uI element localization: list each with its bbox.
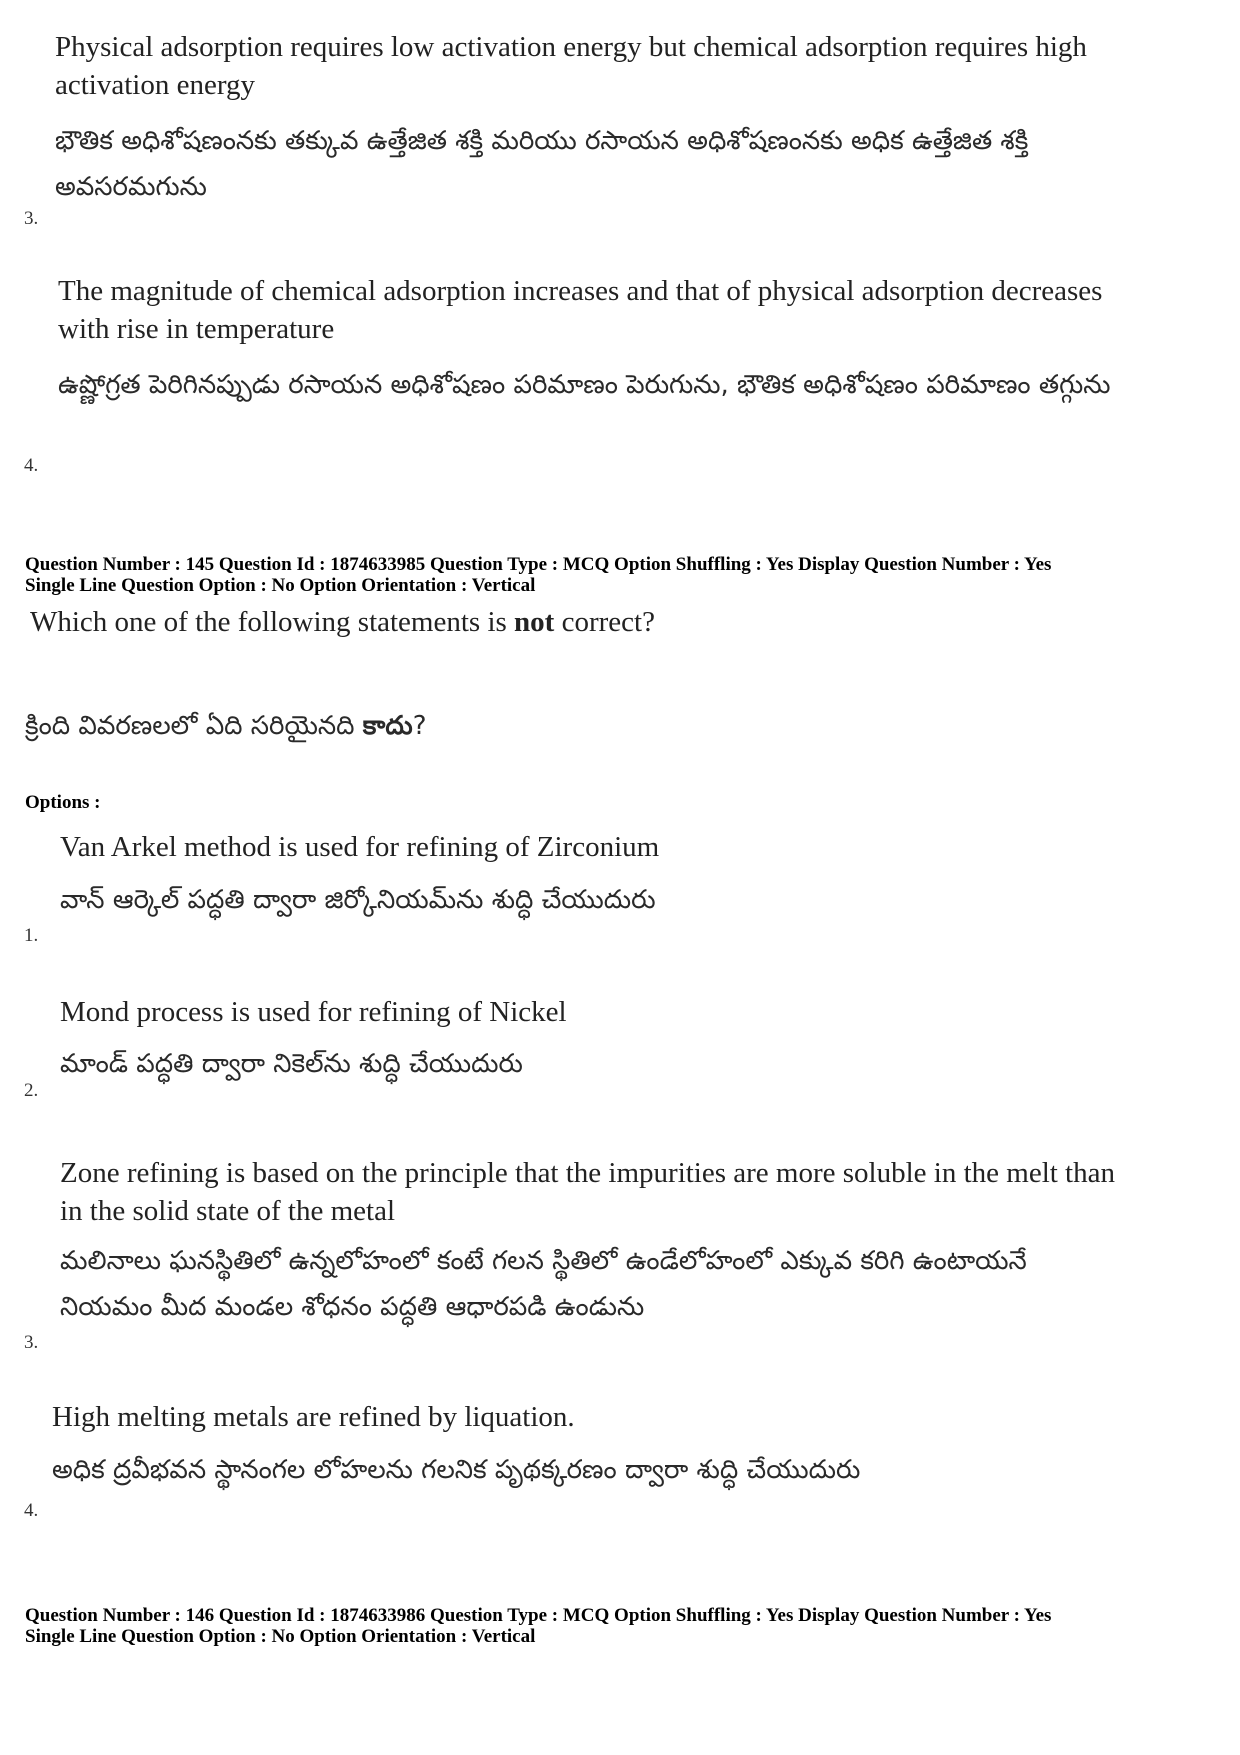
- option-4-english: High melting metals are refined by liquation.: [52, 1401, 575, 1433]
- option-4-telugu: ఉష్ణోగ్రత పెరిగినప్పుడు రసాయన అధిశోషణం పరిమాణం పెరుగును, భౌతిక అధిశోషణం పరిమాణం తగ్గును: [58, 370, 1111, 400]
- option-number: 4.: [24, 455, 39, 476]
- option-4-telugu: అధిక ద్రవీభవన స్థానంగల లోహలను గలనిక పృథక్కరణం ద్వారా శుద్ధి చేయుదురు: [52, 1455, 861, 1485]
- option-3-english: Physical adsorption requires low activation energy but chemical adsorption requires high activation energy: [55, 31, 1087, 101]
- option-4-english: The magnitude of chemical adsorption increases and that of physical adsorption decreases with rise in temperature: [58, 275, 1103, 345]
- question-meta-line1: Question Number : 146 Question Id : 1874633986 Question Type : MCQ Option Shuffling : Yes Display Question Number : Yes: [25, 1605, 1052, 1626]
- question-meta-line2: Single Line Question Option : No Option Orientation : Vertical: [25, 575, 536, 596]
- option-3-english: Zone refining is based on the principle that the impurities are more soluble in the melt than in the solid state of the metal: [60, 1157, 1115, 1227]
- question-meta-line2: Single Line Question Option : No Option Orientation : Vertical: [25, 1626, 536, 1647]
- option-number: 3.: [24, 208, 39, 229]
- option-2-telugu: మాండ్ పద్ధతి ద్వారా నికెల్‌ను శుద్ధి చేయుదురు: [60, 1049, 523, 1079]
- question-text-telugu: క్రింది వివరణలలో ఏది సరియైనది కాదు?: [25, 711, 427, 741]
- options-label: Options :: [25, 792, 101, 813]
- question-meta-line1: Question Number : 145 Question Id : 1874633985 Question Type : MCQ Option Shuffling : Yes Display Question Number : Yes: [25, 554, 1052, 575]
- question-meta: [25, 554, 1225, 596]
- option-3-telugu: భౌతిక అధిశోషణంనకు తక్కువ ఉత్తేజిత శక్తి మరియు రసాయన అధిశోషణంనకు అధిక ఉత్తేజిత శక్తి అవసరమగును: [55, 126, 1029, 202]
- option-2-english: Mond process is used for refining of Nickel: [60, 996, 567, 1028]
- option-1-english: Van Arkel method is used for refining of Zirconium: [60, 831, 660, 863]
- option-1-telugu: వాన్ ఆర్కెల్ పద్ధతి ద్వారా జిర్కోనియమ్‌ను శుద్ధి చేయుదురు: [60, 885, 656, 915]
- option-3-telugu: మలినాలు ఘనస్థితిలో ఉన్నలోహంలో కంటే గలన స్థితిలో ఉండేలోహంలో ఎక్కువ కరిగి ఉంటాయనే నియమం మీద మండల శోధనం పద్ధతి ఆధారపడి ఉండును: [60, 1246, 1027, 1322]
- option-number: 3.: [24, 1332, 39, 1353]
- question-meta: [25, 1605, 1225, 1647]
- question-text-english: Which one of the following statements is not correct?: [30, 606, 655, 638]
- option-number: 2.: [24, 1080, 39, 1101]
- option-number: 4.: [24, 1500, 39, 1521]
- option-number: 1.: [24, 925, 39, 946]
